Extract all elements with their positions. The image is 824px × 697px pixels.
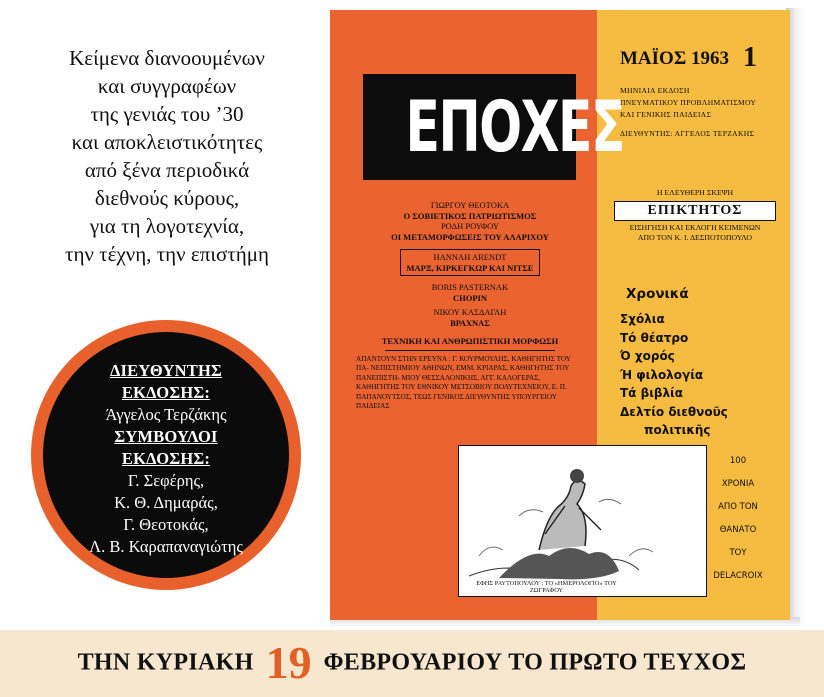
toc-paragraph: ΑΠΑΝΤΟΥΝ ΣΤΗΝ ΕΡΕΥΝΑ : Γ. ΚΟΥΡΜΟΥΛΗΣ, ΚΑΘΗΓΗΤΗΣ ΤΟΥ ΠΑ- ΝΕΠΙΣΤΗΜΙΟΥ ΑΘΗΝΩΝ, ΕΜΜ. ΚΡΙΑΡΑΣ, ΚΑΘΗΓΗΤΗΣ ΤΟΥ ΠΑΝΕΠΙΣΤΗ- ΜΙΟΥ ΘΕΣΣΑΛΟΝΙΚΗΣ, ΑΓΓ. ΚΑΛΟΓΕΡΑΣ, ΚΑΘΗΓΗΤΗΣ ΤΟΥ ΕΘΝΙΚΟΥ ΜΕΤΣΟΒΙΟΥ ΠΟΛΥΤΕΧΝΕΙΟΥ, Ε. Π. ΠΑΠΑΝΟΥΤΣΟΣ, ΤΕΩΣ ΓΕΝΙΚΟΣ ΔΙΕΥΘΥΝΤΗΣ ΥΠΟΥΡΓΕΙΟΥ ΠΑΙΔΕΙΑΣ <box>356 354 571 410</box>
promo-blurb <box>22 44 312 268</box>
blurb-line: διεθνούς κύρους, <box>94 186 240 210</box>
blurb-line: και αποκλειστικότητες <box>71 130 263 154</box>
side-text-line: DELACROIX <box>713 571 763 581</box>
toc-author: ΝΙΚΟΥ ΚΑΣΔΑΓΛΗ <box>433 307 507 317</box>
chronika-item: Ό χορός <box>620 349 675 363</box>
blurb-line: της γενιάς του ’30 <box>90 102 244 126</box>
side-text-line: ΤΟΥ <box>729 548 747 558</box>
advisors-heading: ΣΥΜΒΟΥΛΟΙ <box>114 427 218 446</box>
subtitle-line: ΠΝΕΥΜΑΤΙΚΟΥ ΠΡΟΒΛΗΜΑΤΙΣΜΟΥ <box>620 98 757 107</box>
toc-author: ΓΙΩΡΓΟΥ ΘΕΟΤΟΚΑ <box>430 200 510 210</box>
publication-info <box>620 85 780 140</box>
divider <box>385 350 555 351</box>
subtitle-line: ΚΑΙ ΓΕΝΙΚΗΣ ΠΑΙΔΕΙΑΣ <box>620 110 712 119</box>
release-banner <box>0 630 824 697</box>
side-text-line: ΑΠΟ ΤΟΝ <box>718 502 758 512</box>
epiktitos-kicker: Η ΕΛΕΥΘΕΡΗ ΣΚΕΨΗ <box>656 188 734 197</box>
table-of-contents <box>350 200 590 412</box>
chronika-item: πολιτικῆς <box>644 423 711 437</box>
blurb-line: την τέχνη, την επιστήμη <box>65 242 269 266</box>
epiktitos-title: ΕΠΙΚΤΗΤΟΣ <box>614 201 776 221</box>
advisor-name: Λ. Β. Καραπαναγιώτης <box>89 537 243 556</box>
toc-title: ΜΑΡΞ, ΚΙΡΚΕΓΚΩΡ ΚΑΙ ΝΙΤΣΕ <box>406 262 534 273</box>
chronika-item: Ή φιλολογία <box>620 367 704 382</box>
toc-boxed-entry <box>400 249 541 276</box>
blurb-line: για τη λογοτεχνία, <box>89 214 245 238</box>
illustration-caption: ΕΦΗΣ ΡΑΥΤΟΠΟΥΛΟΥ : ΤΟ «ΗΜΕΡΟΛΟΓΙΟ» ΤΟΥ ΖΩΓΡΑΦΟΥ <box>476 580 617 594</box>
sketch-illustration <box>459 446 706 596</box>
editorial-circle-inner <box>43 332 289 578</box>
blurb-line: Κείμενα διανοουμένων <box>69 46 265 70</box>
issue-number: 1 <box>743 42 757 73</box>
toc-title: CHOPIN <box>453 292 487 303</box>
toc-author: ΗΑΝΝΑΗ ΑRENDT <box>433 252 507 262</box>
banner-day-number: 19 <box>265 637 312 688</box>
chronika-item: Τά βιβλία <box>620 386 683 400</box>
blurb-line: και συγγραφέων <box>97 74 237 98</box>
director-line: ΔΙΕΥΘΥΝΤΗΣ: ΑΓΓΕΛΟΣ ΤΕΡΖΑΚΗΣ <box>620 129 755 138</box>
chronika-heading: Χρονικά <box>626 286 689 302</box>
toc-title: ΒΡΑΧΝΑΣ <box>450 317 490 328</box>
advisor-name: Κ. Θ. Δημαράς, <box>114 493 218 512</box>
director-name: Άγγελος Τερζάκης <box>105 405 227 424</box>
chronika-item: Τό θέατρο <box>620 330 689 345</box>
cover-illustration <box>458 445 707 597</box>
issue-date: ΜΑΪΟΣ 1963 1 <box>620 42 757 73</box>
delacroix-side-text <box>708 450 768 588</box>
chronika-item: Σχόλια <box>620 312 665 326</box>
advisors-heading: ΕΚΔΟΣΗΣ: <box>121 449 211 468</box>
release-announcement <box>0 637 824 688</box>
director-heading: ΔΙΕΥΘΥΝΤΗΣ <box>110 361 222 380</box>
banner-prefix: ΤΗΝ ΚΥΡΙΑΚΗ <box>77 649 254 676</box>
toc-section-title: ΤΕΧΝΙΚΗ ΚΑΙ ΑΝΘΡΩΠΙΣΤΙΚΗ ΜΟΡΦΩΣΗ <box>381 336 559 346</box>
chronika-section <box>620 286 770 440</box>
side-text-line: ΘΑΝΑΤΟ <box>719 525 757 535</box>
epiktitos-line: ΕΙΣΗΓΗΣΗ ΚΑΙ ΕΚΛΟΓΗ ΚΕΙΜΕΝΩΝ <box>629 223 761 232</box>
epiktitos-feature <box>606 188 784 243</box>
toc-author: BORIS PASTERNAK <box>431 282 509 292</box>
editorial-circle <box>31 320 301 590</box>
magazine-title: ΕΠΟΧΕΣ <box>363 74 576 180</box>
subtitle-line: ΜΗΝΙΑΙΑ ΕΚΔΟΣΗ <box>620 86 690 95</box>
chronika-item: Δελτίο διεθνοῦς <box>620 404 728 419</box>
director-heading: ΕΚΔΟΣΗΣ: <box>121 383 211 402</box>
blurb-line: από ξένα περιοδικά <box>84 158 250 182</box>
advisor-name: Γ. Θεοτοκάς, <box>123 515 209 534</box>
epiktitos-line: ΑΠΟ ΤΟΝ Κ. Ι. ΔΕΣΠΟΤΟΠΟΥΛΟ <box>637 233 753 242</box>
toc-author: ΡΟΔΗ ΡΟΥΦΟΥ <box>440 221 500 231</box>
toc-title: Ο ΣΟΒΙΕΤΙΚΟΣ ΠΑΤΡΙΩΤΙΣΜΟΣ <box>403 210 537 221</box>
toc-title: ΟΙ ΜΕΤΑΜΟΡΦΩΣΕΙΣ ΤΟΥ ΑΛΑΡΙΧΟΥ <box>391 231 549 242</box>
advisor-name: Γ. Σεφέρης, <box>127 471 205 490</box>
magazine-cover <box>330 10 790 620</box>
side-text-line: ΧΡΟΝΙΑ <box>721 479 755 489</box>
side-text-line: 100 <box>729 456 747 466</box>
banner-suffix: ΦΕΒΡΟΥΑΡΙΟΥ ΤΟ ΠΡΩΤΟ ΤΕΥΧΟΣ <box>323 649 747 676</box>
